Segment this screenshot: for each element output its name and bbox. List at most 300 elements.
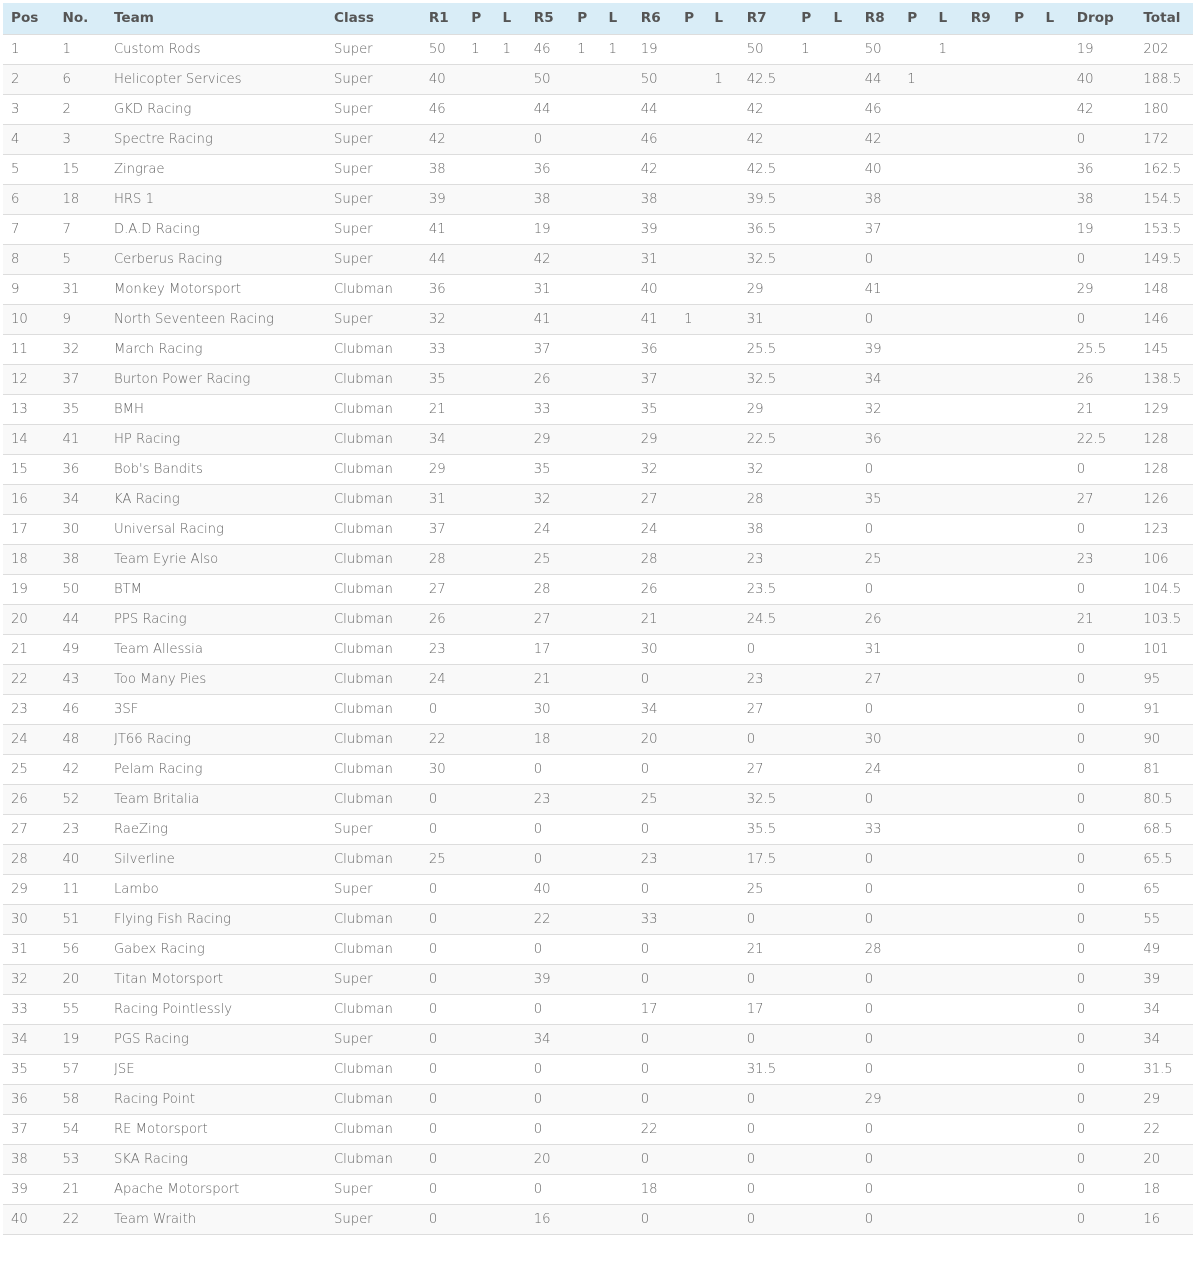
cell-r8-l — [930, 1144, 962, 1174]
cell-class: Super — [333, 311, 373, 327]
cell-r5-l — [600, 544, 632, 574]
cell-r6: 33 — [640, 911, 658, 927]
cell-r6-p — [676, 1144, 706, 1174]
cell-r7-p — [793, 724, 825, 754]
cell-r7-p — [793, 1114, 825, 1144]
cell-r9-p — [1006, 574, 1037, 604]
cell-total: 104.5 — [1143, 581, 1182, 597]
cell-total: 149.5 — [1143, 251, 1182, 267]
column-header-r5-l[interactable]: L — [600, 3, 632, 34]
cell-r9 — [963, 424, 1006, 454]
column-header-r6-l[interactable]: L — [706, 3, 738, 34]
cell-r7: 21 — [746, 941, 764, 957]
cell-r1-l — [495, 124, 526, 154]
cell-r1-p — [463, 424, 494, 454]
cell-r7-p — [793, 844, 825, 874]
cell-r8-l — [930, 814, 962, 844]
cell-total: 162.5 — [1143, 161, 1182, 177]
cell-r8-p — [899, 994, 930, 1024]
cell-r7-p — [793, 664, 825, 694]
cell-r7: 42.5 — [746, 71, 777, 87]
cell-r9 — [963, 64, 1006, 94]
cell-team: D.A.D Racing — [113, 221, 200, 237]
cell-r8-l — [930, 154, 962, 184]
cell-r5: 32 — [533, 491, 551, 507]
cell-r7-l — [826, 124, 857, 154]
cell-r9 — [963, 244, 1006, 274]
cell-r1-l — [495, 724, 526, 754]
cell-r9-l — [1037, 124, 1068, 154]
cell-r9 — [963, 604, 1006, 634]
cell-total: 123 — [1143, 521, 1169, 537]
cell-total: 180 — [1143, 101, 1169, 117]
cell-r6-p — [676, 874, 706, 904]
cell-r7-l — [826, 694, 857, 724]
cell-r6-p — [676, 664, 706, 694]
cell-r9-p — [1006, 334, 1037, 364]
cell-pos: 18 — [11, 551, 28, 567]
cell-r7: 35.5 — [746, 821, 777, 837]
cell-r7: 0 — [746, 641, 756, 657]
cell-r6-p — [676, 1174, 706, 1204]
cell-r7: 23.5 — [746, 581, 777, 597]
cell-r7-p — [793, 184, 825, 214]
cell-r7-l — [826, 334, 857, 364]
cell-r8-p — [899, 574, 930, 604]
cell-team: Titan Motorsport — [113, 971, 224, 987]
cell-r9-p — [1006, 1204, 1037, 1234]
cell-pos: 38 — [11, 1151, 28, 1167]
cell-r6-p — [676, 94, 706, 124]
cell-r7-p — [793, 1144, 825, 1174]
cell-r8: 0 — [864, 881, 874, 897]
cell-r1-l — [495, 1174, 526, 1204]
cell-r5-p — [569, 214, 600, 244]
cell-total: 22 — [1143, 1121, 1161, 1137]
cell-r5: 50 — [533, 71, 551, 87]
cell-r8-l — [930, 874, 962, 904]
cell-r8-p — [899, 784, 930, 814]
cell-r9-l — [1037, 184, 1068, 214]
cell-r9-l — [1037, 334, 1068, 364]
cell-r9-p — [1006, 1114, 1037, 1144]
column-header-no[interactable]: No. — [54, 3, 105, 34]
column-header-r8[interactable]: R8 — [857, 3, 899, 34]
cell-no: 42 — [62, 761, 80, 777]
cell-r7: 32.5 — [746, 371, 777, 387]
column-header-r9[interactable]: R9 — [963, 3, 1006, 34]
cell-r9 — [963, 724, 1006, 754]
cell-class: Clubman — [333, 551, 393, 567]
cell-r9 — [963, 664, 1006, 694]
cell-team: HRS 1 — [113, 191, 154, 207]
cell-r8: 32 — [864, 401, 882, 417]
cell-r1-p — [463, 334, 494, 364]
table-header-row — [3, 3, 1193, 34]
cell-r1-p — [463, 994, 494, 1024]
cell-no: 15 — [62, 161, 80, 177]
cell-r6-l — [706, 874, 738, 904]
cell-team: Spectre Racing — [113, 131, 213, 147]
cell-team: Universal Racing — [113, 521, 224, 537]
cell-r8-l — [930, 694, 962, 724]
cell-r7: 32.5 — [746, 251, 777, 267]
cell-r5-p — [569, 274, 600, 304]
cell-r9 — [963, 184, 1006, 214]
cell-total: 103.5 — [1143, 611, 1182, 627]
cell-r1-p — [463, 814, 494, 844]
cell-r5: 38 — [533, 191, 551, 207]
cell-pos: 29 — [11, 881, 28, 897]
cell-r6-l — [706, 904, 738, 934]
cell-r1-p — [463, 1084, 494, 1114]
column-header-r7[interactable]: R7 — [739, 3, 794, 34]
cell-r6-p — [676, 454, 706, 484]
cell-drop: 22.5 — [1076, 431, 1107, 447]
cell-r6-l — [706, 1054, 738, 1084]
cell-r5: 0 — [533, 941, 543, 957]
cell-no: 32 — [62, 341, 80, 357]
cell-r5-l — [600, 394, 632, 424]
cell-r7-l — [826, 1084, 857, 1114]
cell-r6-l — [706, 484, 738, 514]
cell-r9-p — [1006, 64, 1037, 94]
cell-r7: 0 — [746, 731, 756, 747]
cell-r8-l — [930, 94, 962, 124]
cell-r6-p — [676, 724, 706, 754]
cell-class: Super — [333, 101, 373, 117]
cell-team: JSE — [113, 1061, 135, 1077]
column-header-r1[interactable]: R1 — [421, 3, 463, 34]
cell-r6: 41 — [640, 311, 658, 327]
cell-r6: 0 — [640, 821, 650, 837]
cell-r6-l — [706, 664, 738, 694]
cell-r1-p — [463, 1174, 494, 1204]
table-row — [3, 604, 1193, 634]
cell-r5: 0 — [533, 761, 543, 777]
cell-drop: 0 — [1076, 971, 1086, 987]
column-header-r9-l[interactable]: L — [1037, 3, 1068, 34]
column-header-r9-p[interactable]: P — [1006, 3, 1037, 34]
cell-r9-l — [1037, 1204, 1068, 1234]
cell-r9 — [963, 1114, 1006, 1144]
cell-r9-l — [1037, 844, 1068, 874]
cell-r8: 25 — [864, 551, 882, 567]
table-row — [3, 874, 1193, 904]
cell-pos: 20 — [11, 611, 28, 627]
cell-r1-p — [463, 574, 494, 604]
cell-r5-p — [569, 754, 600, 784]
cell-r5: 25 — [533, 551, 551, 567]
column-header-r5-p[interactable]: P — [569, 3, 600, 34]
cell-r9 — [963, 154, 1006, 184]
cell-r5: 44 — [533, 101, 551, 117]
cell-r1-p — [463, 64, 494, 94]
cell-class: Super — [333, 1031, 373, 1047]
cell-r5-l — [600, 574, 632, 604]
cell-r6-p — [676, 934, 706, 964]
cell-r9-p — [1006, 994, 1037, 1024]
cell-drop: 40 — [1076, 71, 1094, 87]
column-header-drop[interactable]: Drop — [1069, 3, 1136, 34]
table-row — [3, 634, 1193, 664]
cell-drop: 26 — [1076, 371, 1094, 387]
table-body — [3, 34, 1193, 1234]
column-header-r7-l[interactable]: L — [826, 3, 857, 34]
cell-r5-p — [569, 514, 600, 544]
cell-r9-l — [1037, 874, 1068, 904]
table-row — [3, 94, 1193, 124]
column-header-r8-l[interactable]: L — [930, 3, 962, 34]
cell-r6: 22 — [640, 1121, 658, 1137]
cell-r8-l — [930, 1054, 962, 1084]
cell-r1-l — [495, 484, 526, 514]
table-row — [3, 514, 1193, 544]
cell-r7-p — [793, 424, 825, 454]
column-header-r5[interactable]: R5 — [526, 3, 569, 34]
cell-r5: 40 — [533, 881, 551, 897]
cell-r6-l — [706, 844, 738, 874]
cell-r7-p — [793, 364, 825, 394]
cell-r6-l — [706, 34, 738, 64]
cell-r1: 37 — [428, 521, 446, 537]
cell-r8-l — [930, 604, 962, 634]
cell-r9-l — [1037, 934, 1068, 964]
cell-r7-l — [826, 544, 857, 574]
cell-team: North Seventeen Racing — [113, 311, 274, 327]
cell-r5-l — [600, 1174, 632, 1204]
cell-pos: 8 — [11, 251, 20, 267]
cell-team: HP Racing — [113, 431, 181, 447]
cell-class: Clubman — [333, 701, 393, 717]
cell-r6-l — [706, 184, 738, 214]
cell-r7-p — [793, 454, 825, 484]
table-row — [3, 184, 1193, 214]
cell-r8: 33 — [864, 821, 882, 837]
cell-total: 101 — [1143, 641, 1169, 657]
cell-r6: 32 — [640, 461, 658, 477]
cell-no: 55 — [62, 1001, 80, 1017]
cell-r1-l — [495, 364, 526, 394]
cell-r6: 19 — [640, 41, 658, 57]
cell-r8-l — [930, 664, 962, 694]
cell-r1-l — [495, 544, 526, 574]
cell-r8-l — [930, 1174, 962, 1204]
cell-drop: 0 — [1076, 911, 1086, 927]
cell-team: Gabex Racing — [113, 941, 205, 957]
cell-r5-l — [600, 364, 632, 394]
cell-r8: 0 — [864, 311, 874, 327]
cell-r7: 27 — [746, 701, 764, 717]
cell-team: Team Wraith — [113, 1211, 197, 1227]
cell-class: Super — [333, 71, 373, 87]
cell-pos: 13 — [11, 401, 28, 417]
cell-r7-p — [793, 274, 825, 304]
cell-class: Super — [333, 191, 373, 207]
column-header-team[interactable]: Team — [106, 3, 326, 34]
cell-total: 49 — [1143, 941, 1161, 957]
cell-r5: 0 — [533, 1061, 543, 1077]
cell-r7-p — [793, 694, 825, 724]
cell-total: 129 — [1143, 401, 1169, 417]
cell-r5: 27 — [533, 611, 551, 627]
cell-r8-l — [930, 184, 962, 214]
cell-r9-p — [1006, 904, 1037, 934]
cell-r5-l — [600, 964, 632, 994]
cell-r8-p — [899, 1114, 930, 1144]
cell-r9-l — [1037, 424, 1068, 454]
cell-total: 148 — [1143, 281, 1169, 297]
cell-r8: 0 — [864, 1181, 874, 1197]
cell-r1-l: 1 — [502, 41, 511, 57]
cell-r5-l — [600, 184, 632, 214]
cell-r8-l — [930, 64, 962, 94]
cell-drop: 0 — [1076, 1091, 1086, 1107]
cell-r7-l — [826, 184, 857, 214]
cell-r1-p — [463, 94, 494, 124]
cell-r9-l — [1037, 454, 1068, 484]
cell-r9 — [963, 574, 1006, 604]
cell-r7-l — [826, 154, 857, 184]
cell-r9-l — [1037, 664, 1068, 694]
cell-team: Helicopter Services — [113, 71, 242, 87]
cell-total: 68.5 — [1143, 821, 1173, 837]
column-header-r6-p[interactable]: P — [676, 3, 706, 34]
cell-total: 202 — [1143, 41, 1169, 57]
cell-r5: 0 — [533, 1121, 543, 1137]
cell-r5-l — [600, 154, 632, 184]
cell-drop: 29 — [1076, 281, 1094, 297]
cell-r9-p — [1006, 454, 1037, 484]
cell-r1-l — [495, 694, 526, 724]
column-header-total[interactable]: Total — [1135, 3, 1193, 34]
cell-total: 138.5 — [1143, 371, 1182, 387]
cell-r7: 0 — [746, 1151, 756, 1167]
cell-class: Super — [333, 161, 373, 177]
cell-r7-p — [793, 244, 825, 274]
cell-no: 36 — [62, 461, 80, 477]
cell-r9 — [963, 964, 1006, 994]
cell-r6-l — [706, 1114, 738, 1144]
cell-r6-l — [706, 154, 738, 184]
cell-r8-p — [899, 364, 930, 394]
table-row — [3, 904, 1193, 934]
cell-pos: 40 — [11, 1211, 28, 1227]
cell-drop: 0 — [1076, 641, 1086, 657]
cell-r6-l — [706, 214, 738, 244]
cell-r7: 25.5 — [746, 341, 777, 357]
cell-r5-p — [569, 394, 600, 424]
cell-r6-p — [676, 844, 706, 874]
column-header-r1-p[interactable]: P — [463, 3, 494, 34]
cell-r6-l — [706, 724, 738, 754]
cell-pos: 19 — [11, 581, 28, 597]
table-row — [3, 304, 1193, 334]
cell-r1: 30 — [428, 761, 446, 777]
cell-class: Clubman — [333, 851, 393, 867]
cell-r7-l — [826, 1114, 857, 1144]
cell-pos: 24 — [11, 731, 28, 747]
cell-r7-p — [793, 154, 825, 184]
cell-r9 — [963, 544, 1006, 574]
column-header-pos[interactable]: Pos — [3, 3, 54, 34]
column-header-class[interactable]: Class — [326, 3, 421, 34]
cell-r6-p — [676, 64, 706, 94]
cell-r6-l — [706, 124, 738, 154]
cell-r9-l — [1037, 724, 1068, 754]
cell-r1-l — [495, 424, 526, 454]
cell-team: Too Many Pies — [113, 671, 207, 687]
cell-r1-p — [463, 304, 494, 334]
cell-r7-l — [826, 484, 857, 514]
cell-r7: 28 — [746, 491, 764, 507]
cell-r9 — [963, 334, 1006, 364]
column-header-r7-p[interactable]: P — [793, 3, 825, 34]
table-row — [3, 454, 1193, 484]
cell-r8: 0 — [864, 1121, 874, 1137]
cell-r5-p — [569, 784, 600, 814]
cell-no: 41 — [62, 431, 80, 447]
cell-r6-p — [676, 244, 706, 274]
cell-r5-p — [569, 814, 600, 844]
cell-r9-p — [1006, 124, 1037, 154]
cell-r7: 32.5 — [746, 791, 777, 807]
cell-r9 — [963, 694, 1006, 724]
cell-class: Clubman — [333, 491, 393, 507]
cell-total: 188.5 — [1143, 71, 1182, 87]
cell-team: GKD Racing — [113, 101, 192, 117]
cell-r6: 0 — [640, 1091, 650, 1107]
cell-r5-p — [569, 1054, 600, 1084]
cell-no: 22 — [62, 1211, 80, 1227]
cell-r9-l — [1037, 1144, 1068, 1174]
cell-r1-p — [463, 484, 494, 514]
column-header-r6[interactable]: R6 — [633, 3, 676, 34]
cell-r7-p — [793, 934, 825, 964]
cell-class: Clubman — [333, 611, 393, 627]
cell-r1-l — [495, 994, 526, 1024]
cell-r9-p — [1006, 784, 1037, 814]
cell-r5-p — [569, 994, 600, 1024]
cell-r9-p — [1006, 424, 1037, 454]
cell-no: 52 — [62, 791, 80, 807]
cell-pos: 14 — [11, 431, 28, 447]
cell-r5-l — [600, 214, 632, 244]
cell-r1-p — [463, 964, 494, 994]
cell-r6-l — [706, 1024, 738, 1054]
cell-drop: 0 — [1076, 791, 1086, 807]
cell-r6-p — [676, 634, 706, 664]
cell-r1-l — [495, 514, 526, 544]
cell-r6-p — [676, 484, 706, 514]
cell-r5-l — [600, 724, 632, 754]
cell-drop: 25.5 — [1076, 341, 1107, 357]
cell-r8-l: 1 — [938, 41, 947, 57]
cell-r7-l — [826, 874, 857, 904]
cell-drop: 0 — [1076, 311, 1086, 327]
cell-r5-p — [569, 94, 600, 124]
cell-r9 — [963, 364, 1006, 394]
cell-no: 7 — [62, 221, 71, 237]
cell-no: 30 — [62, 521, 80, 537]
column-header-r1-l[interactable]: L — [495, 3, 526, 34]
cell-r6-p — [676, 814, 706, 844]
cell-r8-p — [899, 694, 930, 724]
cell-r8-p — [899, 1054, 930, 1084]
cell-r1: 21 — [428, 401, 446, 417]
cell-r8-p — [899, 124, 930, 154]
column-header-r8-p[interactable]: P — [899, 3, 930, 34]
